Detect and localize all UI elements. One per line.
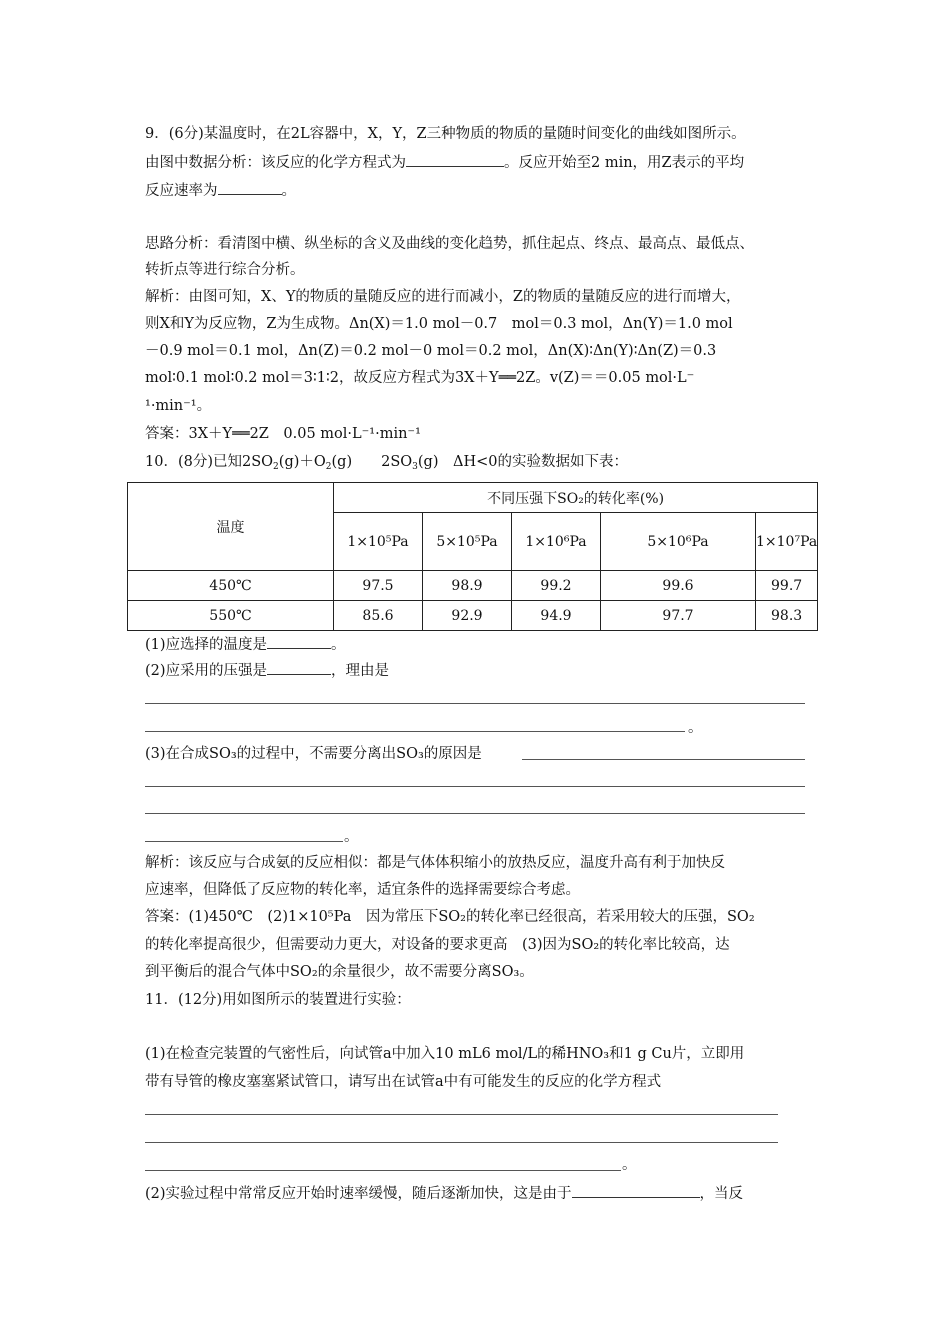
q11-part-2-b: ，当反: [699, 1186, 744, 1202]
answer-line[interactable]: [145, 1170, 621, 1171]
q10-part-2-a: (2)应采用的压强是: [145, 663, 268, 679]
q9-hint-1: 思路分析：看清图中横、纵坐标的含义及曲线的变化趋势，抓住起点、终点、最高点、最低点、: [145, 236, 754, 252]
table-cell: 85.6: [334, 601, 423, 631]
q10-part-2-end: 。: [688, 720, 703, 736]
q9-answer: 答案：3X＋Y══2Z 0.05 mol·L⁻¹·min⁻¹: [145, 426, 421, 442]
q9-line-3-a: 反应速率为: [145, 183, 218, 199]
q9-solution-5: ¹·min⁻¹。: [145, 398, 212, 414]
answer-line[interactable]: [145, 813, 805, 814]
q9-blank-rate[interactable]: [218, 180, 282, 195]
q10-blank-temperature[interactable]: [267, 634, 331, 649]
q10-stem: [145, 452, 628, 472]
q11-blank-reason[interactable]: [572, 1183, 700, 1198]
answer-line[interactable]: [145, 841, 343, 842]
q10-stem-d: (g) ΔH<0的实验数据如下表：: [417, 454, 628, 470]
q10-sub-o2: 2: [325, 462, 332, 472]
table-cell: 98.3: [756, 601, 818, 631]
q10-blank-pressure[interactable]: [267, 660, 331, 675]
row-temperature: 450℃: [128, 571, 334, 601]
q11-part-1-line-1: (1)在检查完装置的气密性后，向试管a中加入10 mL6 mol/L的稀HNO₃和1 g Cu片，立即用: [145, 1046, 745, 1062]
q10-answer-3: 到平衡后的混合气体中SO₂的余量很少，故不需要分离SO₃。: [145, 964, 534, 980]
table-cell: 99.6: [601, 571, 756, 601]
table-header-row: [128, 483, 818, 513]
q9-blank-equation[interactable]: [406, 152, 504, 167]
q10-stem-c: (g) 2SO: [331, 454, 413, 470]
q10-part-1-b: 。: [331, 637, 346, 653]
answer-line[interactable]: [145, 1142, 778, 1143]
q10-answer-2: 的转化率提高很少，但需要动力更大，对设备的要求更高 (3)因为SO₂的转化率比较高，达: [145, 937, 730, 953]
row-temperature: 550℃: [128, 601, 334, 631]
q10-stem-b: (g)＋O: [278, 454, 326, 470]
q10-sub-so3: 3: [412, 462, 418, 472]
q11-part-1-line-2: 带有导管的橡皮塞塞紧试管口，请写出在试管a中有可能发生的反应的化学方程式: [145, 1074, 662, 1090]
q10-answer-1: 答案：(1)450℃ (2)1×10⁵Pa 因为常压下SO₂的转化率已经很高，若采用较大的压强，SO₂: [145, 909, 755, 925]
q11-part-2: [145, 1183, 743, 1204]
q10-part-2-b: ，理由是: [331, 663, 390, 679]
answer-line[interactable]: [145, 1114, 778, 1115]
table-corner-temperature: 温度: [128, 483, 334, 571]
q11-part-2-a: (2)实验过程中常常反应开始时速率缓慢，随后逐渐加快，这是由于: [145, 1186, 572, 1202]
q10-solution-1: 解析：该反应与合成氨的反应相似：都是气体体积缩小的放热反应，温度升高有利于加快反: [145, 855, 725, 871]
q10-part-1: [145, 634, 346, 655]
table-cell: 97.7: [601, 601, 756, 631]
q9-solution-2: 则X和Y为反应物，Z为生成物。Δn(X)＝1.0 mol－0.7 mol＝0.3 mol，Δn(Y)＝1.0 mol: [145, 316, 733, 332]
q9-line-2: [145, 152, 744, 173]
table-cell: 98.9: [423, 571, 512, 601]
q10-stem-a: 10．(8分)已知2SO: [145, 454, 274, 470]
table-cell: 99.2: [512, 571, 601, 601]
q10-part-3: (3)在合成SO₃的过程中，不需要分离出SO₃的原因是: [145, 746, 482, 762]
pressure-header: 5×10⁵Pa: [423, 513, 512, 571]
pressure-header: 1×10⁷Pa: [756, 513, 818, 571]
pressure-header: 1×10⁶Pa: [512, 513, 601, 571]
q10-part-3-end: 。: [344, 829, 359, 845]
q9-solution-3: －0.9 mol＝0.1 mol，Δn(Z)＝0.2 mol－0 mol＝0.2 mol，Δn(X)∶Δn(Y)∶Δn(Z)＝0.3: [145, 343, 717, 359]
q9-solution-4: mol∶0.1 mol∶0.2 mol＝3∶1∶2，故反应方程式为3X＋Y══2Z。v(Z)＝＝0.05 mol·L⁻: [145, 370, 695, 386]
table-row: [128, 601, 818, 631]
pressure-header: 1×10⁵Pa: [334, 513, 423, 571]
pressure-header: 5×10⁶Pa: [601, 513, 756, 571]
table-cell: 92.9: [423, 601, 512, 631]
q10-sub-so2: 2: [273, 462, 279, 472]
q9-line-1: 9．(6分)某温度时，在2L容器中，X，Y，Z三种物质的物质的量随时间变化的曲线如图所示。: [145, 126, 746, 142]
q9-line-3: [145, 180, 296, 201]
answer-line[interactable]: [145, 786, 805, 787]
table-cell: 94.9: [512, 601, 601, 631]
conversion-table: [127, 482, 818, 631]
q11-stem: 11．(12分)用如图所示的装置进行实验：: [145, 992, 411, 1008]
q9-line-2-b: 。反应开始至2 min，用Z表示的平均: [504, 155, 745, 171]
q10-part-1-a: (1)应选择的温度是: [145, 637, 268, 653]
table-row: [128, 571, 818, 601]
table-group-header: 不同压强下SO₂的转化率(%): [334, 483, 818, 513]
answer-line[interactable]: [145, 703, 805, 704]
table-cell: 99.7: [756, 571, 818, 601]
answer-line[interactable]: [145, 731, 685, 732]
q9-solution-1: 解析：由图可知，X、Y的物质的量随反应的进行而减小，Z的物质的量随反应的进行而增大，: [145, 289, 741, 305]
q10-part-2: [145, 660, 389, 681]
q9-line-2-a: 由图中数据分析：该反应的化学方程式为: [145, 155, 406, 171]
answer-line[interactable]: [522, 759, 805, 760]
q11-part-1-end: 。: [622, 1157, 637, 1173]
table-cell: 97.5: [334, 571, 423, 601]
q9-line-3-b: 。: [281, 183, 296, 199]
q9-hint-2: 转折点等进行综合分析。: [145, 262, 305, 278]
q10-solution-2: 应速率，但降低了反应物的转化率，适宜条件的选择需要综合考虑。: [145, 882, 580, 898]
